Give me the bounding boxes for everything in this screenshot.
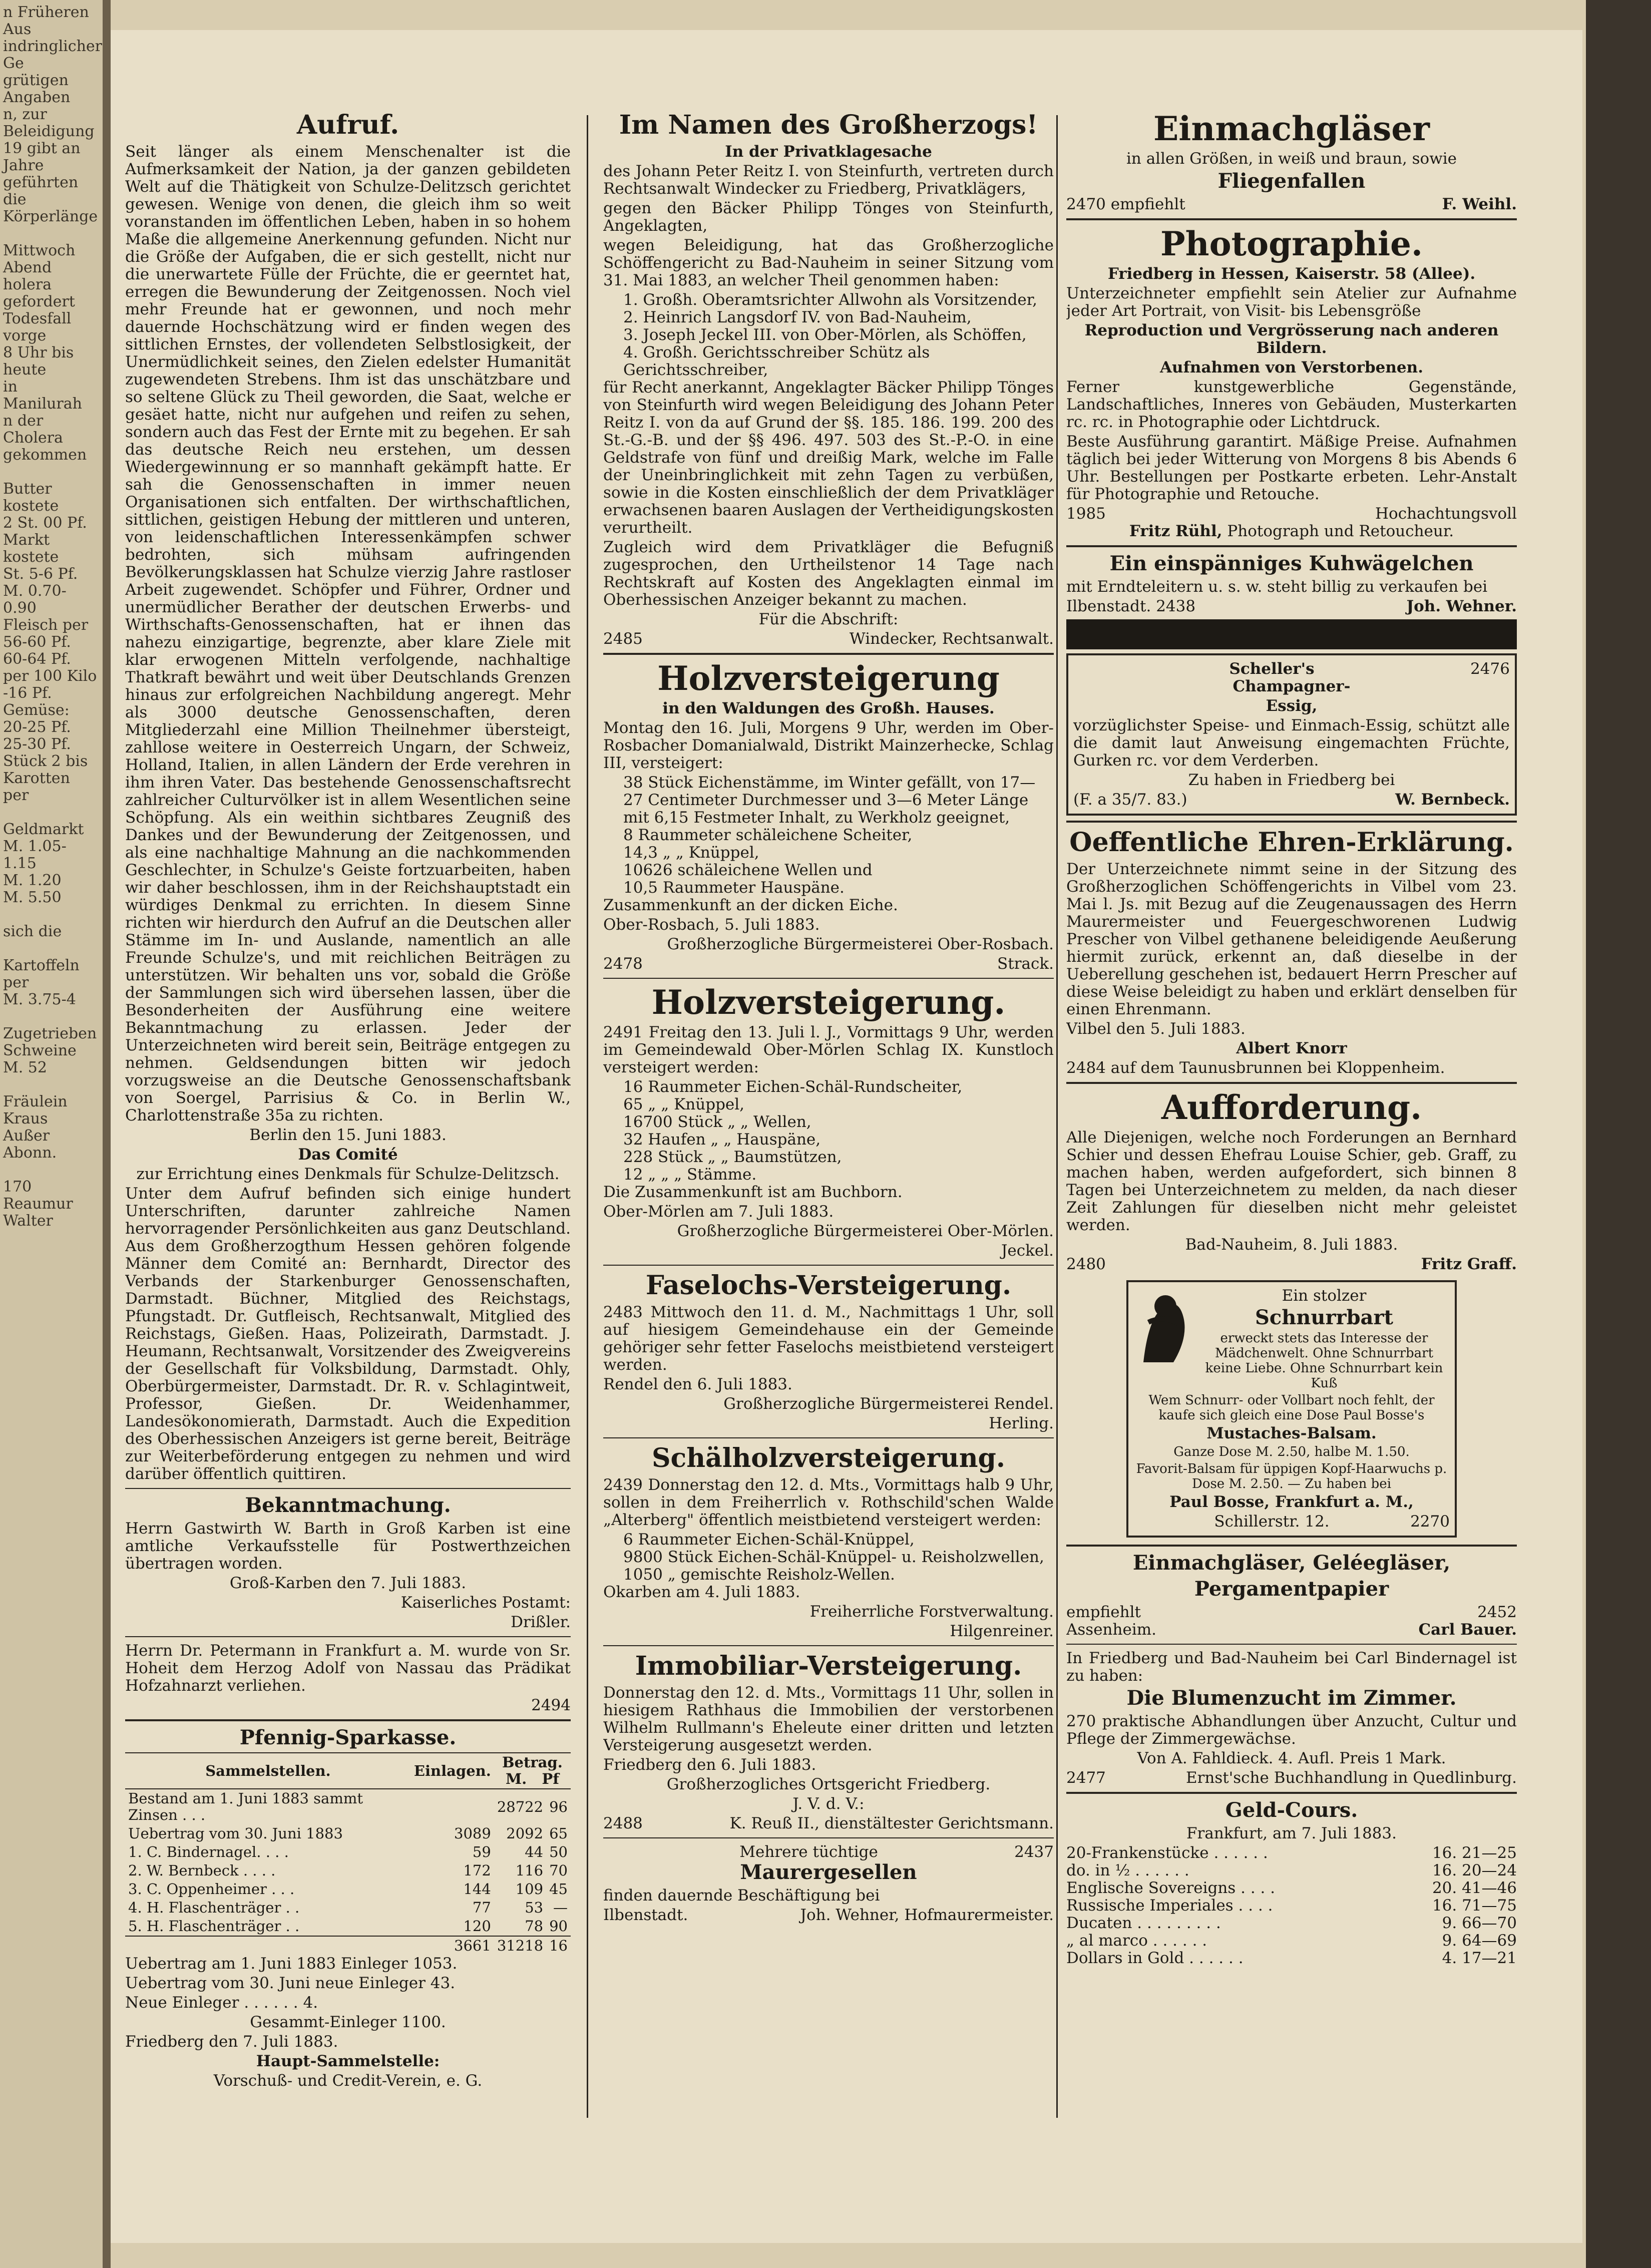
- schnurr-seller: Paul Bosse, Frankfurt a. M.,: [1169, 1493, 1414, 1511]
- list-item: 10,5 Raummeter Hauspäne.: [623, 879, 845, 897]
- kuh-title: Ein einspänniges Kuhwägelchen: [1109, 552, 1474, 575]
- holz1-title: Holzversteigerung: [657, 659, 1000, 698]
- decorative-bar: [1066, 619, 1517, 649]
- schael-text: Donnerstag den 12. d. Mts., Vormittags halb 9 Uhr, sollen in dem Freiherrlich v. Rothschild'schen Walde „Alterberg" öffentlich meistbietend versteigert werden:: [603, 1476, 1054, 1529]
- gelee-title2: Pergamentpapier: [1194, 1577, 1389, 1601]
- sparkasse-note: Uebertrag am 1. Juni 1883 Einleger 1053.: [125, 1955, 458, 1973]
- divider: [603, 1265, 1054, 1266]
- divider: [1066, 1792, 1517, 1794]
- header-einlagen: Einlagen.: [411, 1753, 494, 1789]
- immo-office2: J. V. d. V.:: [792, 1795, 865, 1813]
- table-row: [125, 1789, 571, 1824]
- column-rule: [1056, 115, 1058, 2118]
- ad-number: 2270: [1410, 1513, 1450, 1531]
- court-text: Zugleich wird dem Privatkläger die Befugniß zugesprochen, den Urtheilstenor 14 Tage nach Rechtskraft auf Kosten des Angeklagten einmal im Oberhessischen Anzeiger bekannt zu machen.: [603, 538, 1054, 609]
- divider: [1066, 821, 1517, 823]
- ad-number: 2488: [603, 1814, 643, 1832]
- court-text: wegen Beleidigung, hat das Großherzogliche Schöffengericht zu Bad-Nauheim in seiner Sitzung vom 31. Mai 1883, an welcher Theil genommen haben:: [603, 236, 1054, 289]
- photo-bold: Aufnahmen von Verstorbenen.: [1159, 358, 1423, 376]
- court-members-list: [603, 291, 1054, 379]
- maurer-title: Maurergesellen: [740, 1860, 917, 1884]
- auff-date: Bad-Nauheim, 8. Juli 1883.: [1185, 1236, 1398, 1254]
- header-mark: M.: [506, 1770, 527, 1787]
- list-item: 3. Joseph Jeckel III. von Ober-Mörlen, als Schöffen,: [623, 326, 1027, 344]
- table-row: [125, 1917, 571, 1936]
- maurer-pre: Mehrere tüchtige: [739, 1843, 878, 1861]
- cours-label: Ducaten . . . . . . . . .: [1066, 1914, 1221, 1932]
- divider: [603, 1437, 1054, 1438]
- list-item: 8 Raummeter schäleichene Scheiter,: [623, 826, 913, 844]
- scheller-text: vorzüglichster Speise- und Einmach-Essig, schützt alle die damit laut Anweisung eingemachten Früchte, Gurken rc. vor dem Verderben.: [1073, 716, 1510, 770]
- cours-value: 20. 41—46: [1432, 1879, 1517, 1897]
- divider: [1066, 545, 1517, 547]
- faselochs-office: Großherzogliche Bürgermeisterei Rendel.: [723, 1395, 1054, 1413]
- schael-office: Freiherrliche Forstverwaltung.: [809, 1603, 1054, 1621]
- holz1-subtitle: in den Waldungen des Großh. Hauses.: [662, 699, 995, 717]
- sparkasse-title: Pfennig-Sparkasse.: [239, 1726, 457, 1749]
- list-item: 4. Großh. Gerichtsschreiber Schütz als Gerichtsschreiber,: [623, 343, 930, 379]
- holz1-meet: Zusammenkunft an der dicken Eiche.: [603, 896, 898, 914]
- aufruf-date: Berlin den 15. Juni 1883.: [249, 1126, 447, 1144]
- maurer-place: Ilbenstadt.: [603, 1906, 688, 1924]
- schnurr-extra: Favorit-Balsam für üppigen Kopf-Haarwuchs p. Dose M. 2.50. — Zu haben bei: [1136, 1461, 1447, 1491]
- ad-number: 1985: [1066, 505, 1106, 523]
- row-einlagen: 120: [463, 1918, 491, 1935]
- cours-label: Englische Sovereigns . . . .: [1066, 1879, 1276, 1897]
- divider: [125, 1719, 571, 1721]
- divider: [603, 978, 1054, 979]
- court-notice: [603, 110, 1054, 648]
- list-item: 6 Raummeter Eichen-Schäl-Knüppel,: [623, 1531, 915, 1549]
- maurer-sign: Joh. Wehner, Hofmaurermeister.: [800, 1906, 1054, 1924]
- holz1-notice: [603, 660, 1054, 973]
- table-row: [125, 1824, 571, 1843]
- scheller-where: Zu haben in Friedberg bei: [1188, 771, 1395, 789]
- list-item: 10626 schäleichene Wellen und: [623, 861, 873, 879]
- maurer-text: finden dauernde Beschäftigung bei: [603, 1886, 880, 1905]
- schael-sign: Hilgenreiner.: [950, 1622, 1054, 1640]
- photo-subtitle: Friedberg in Hessen, Kaiserstr. 58 (Allee).: [1107, 265, 1476, 283]
- list-item: [1066, 1897, 1517, 1915]
- schnurr-pre: Ein stolzer: [1282, 1287, 1367, 1305]
- list-item: [1066, 1844, 1517, 1862]
- holz2-date: Ober-Mörlen am 7. Juli 1883.: [603, 1203, 834, 1221]
- ehren-notice: [1066, 828, 1517, 1077]
- photo-bold: Reproduction und Vergrösserung nach anderen Bildern.: [1084, 321, 1499, 357]
- table-row: [125, 1899, 571, 1917]
- column-1: [125, 110, 571, 2133]
- court-sign: Windecker, Rechtsanwalt.: [849, 630, 1054, 648]
- list-item: 32 Haufen „ „ Hauspäne,: [623, 1130, 821, 1149]
- holz1-text: Montag den 16. Juli, Morgens 9 Uhr, werden im Ober-Rosbacher Domanialwald, Distrikt Mainzerhecke, Schlag III, versteigert:: [603, 719, 1054, 772]
- scheller-ref: (F. a 35/7. 83.): [1073, 791, 1187, 809]
- divider: [125, 1488, 571, 1489]
- court-subtitle: In der Privatklagesache: [725, 143, 932, 161]
- list-item: 16 Raummeter Eichen-Schäl-Rundscheiter,: [623, 1078, 963, 1096]
- faselochs-title: Faselochs-Versteigerung.: [645, 1270, 1012, 1301]
- row-pfennig: 16: [549, 1937, 568, 1954]
- court-text: des Johann Peter Reitz I. von Steinfurth, vertreten durch Rechtsanwalt Windecker zu Friedberg, Privatklägers,: [603, 162, 1054, 198]
- petermann-text: Herrn Dr. Petermann in Frankfurt a. M. wurde von Sr. Hoheit dem Herzog Adolf von Nassau das Prädikat Hofzahnarzt verliehen.: [125, 1642, 571, 1695]
- list-item: [1066, 1932, 1517, 1950]
- row-pfennig: 90: [549, 1918, 568, 1935]
- right-page-edge: [1586, 0, 1651, 2268]
- auff-text: Alle Diejenigen, welche noch Forderungen an Bernhard Schier und dessen Ehefrau Louise Schier, geb. Graff, zu machen haben, werden aufgefordert, sich binnen 8 Tagen bei Unterzeichnetem zu melden, da nach dieser Zeit Zahlungen für dieselben nicht mehr geleistet werden.: [1066, 1128, 1517, 1234]
- aufruf-closing: Unter dem Aufruf befinden sich einige hundert Unterschriften, darunter zahlreiche Namen hervorragender Persönlichkeiten aus ganz Deutschland. Aus dem Großherzogthum Hessen gehören folgende Männer dem Comité an: Bernhardt, Director des Verbands der Starkenburger Genossenschaften, Darmstadt. Büchner, Mitglied des Reichstags, Pfungstadt. Dr. Gutfleisch, Rechtsanwalt, Mitglied des Reichstags, Gießen. Haas, Polizeirath, Darmstadt. J. Heumann, Rechtsanwalt, Vorsitzender des Zweigvereins der Gesellschaft für Volksbildung, Darmstadt. Ohly, Oberbürgermeister, Darmstadt. Dr. R. v. Schlagintweit, Professor, Gießen. Dr. Weidenhammer, Landesökonomierath, Darmstadt. Auch die Expedition des Oberhessischen Anzeigers ist gerne bereit, Beiträge zur Weiterbeförderung entgegen zu nehmen und wird darüber öffentlich quittiren.: [125, 1185, 571, 1483]
- sparkasse-footer: Vorschuß- und Credit-Verein, e. G.: [213, 2072, 483, 2090]
- sparkasse-date: Friedberg den 7. Juli 1883.: [125, 2033, 338, 2051]
- photo-sign-sub: Photograph und Retoucheur.: [1227, 522, 1454, 540]
- auff-title: Aufforderung.: [1161, 1088, 1422, 1127]
- holz2-meet: Die Zusammenkunft ist am Buchborn.: [603, 1183, 903, 1201]
- ehren-sign: Albert Knorr: [1236, 1039, 1347, 1057]
- divider: [1066, 218, 1517, 220]
- cours-value: 9. 64—69: [1442, 1932, 1517, 1950]
- divider: [1066, 1644, 1517, 1645]
- divider: [125, 1636, 571, 1637]
- row-einlagen: 144: [463, 1880, 491, 1898]
- auff-notice: [1066, 1089, 1517, 1273]
- ad-number: 2480: [1066, 1255, 1106, 1273]
- schnurr-price: Ganze Dose M. 2.50, halbe M. 1.50.: [1173, 1444, 1410, 1459]
- header-pfennig: Pf: [542, 1770, 559, 1787]
- column-rule: [587, 115, 588, 2118]
- ad-number: 2476: [1470, 660, 1510, 678]
- holz1-office: Großherzogliche Bürgermeisterei Ober-Rosbach.: [667, 935, 1054, 953]
- einmach-title: Einmachgläser: [1153, 110, 1430, 148]
- court-text: für Recht anerkannt, Angeklagter Bäcker Philipp Tönges von Steinfurth wird wegen Beleidigung des Johann Peter Reitz I. von da auf Grund der §§. 185. 186. 199. 200 des St.-G.-B. und der §§ 496. 497. 503 des St.-P.-O. in eine Geldstrafe von fünf und dreißig Mark, welche im Falle der Uneinbringlichkeit mit zehn Tagen zu verbüßen, sowie in die Kosten einschließlich der dem Privatkläger erwachsenen baaren Auslagen der Vertheidigungskosten verurtheilt.: [603, 379, 1054, 537]
- bekanntmachung-text: Herrn Gastwirth W. Barth in Groß Karben ist eine amtliche Verkaufsstelle für Postwerthzeichen übertragen worden.: [125, 1520, 571, 1573]
- row-label: Bestand am 1. Juni 1883 sammt Zinsen . . .: [128, 1790, 363, 1823]
- photo-title: Photographie.: [1160, 224, 1423, 263]
- cours-label: Dollars in Gold . . . . . .: [1066, 1949, 1244, 1967]
- holz2-sign: Jeckel.: [1001, 1242, 1054, 1260]
- holz2-title: Holzversteigerung.: [651, 983, 1006, 1022]
- list-item: [1066, 1862, 1517, 1879]
- row-mark: 78: [525, 1918, 544, 1935]
- ad-number: 2477: [1066, 1769, 1106, 1787]
- row-mark: 28722: [497, 1798, 544, 1815]
- sparkasse-footer: Haupt-Sammelstelle:: [256, 2052, 440, 2070]
- schael-title: Schälholzversteigerung.: [652, 1443, 1005, 1473]
- immo-notice: [603, 1651, 1054, 1832]
- immo-text: Donnerstag den 12. d. Mts., Vormittags 11 Uhr, sollen in hiesigem Rathhaus die Immobilien der verstorbenen Wilhelm Rullmann's Eheleute einer dritten und letzten Versteigerung ausgesetzt werden.: [603, 1684, 1054, 1754]
- schael-date: Okarben am 4. Juli 1883.: [603, 1583, 800, 1601]
- immo-title: Immobiliar-Versteigerung.: [635, 1651, 1022, 1681]
- ad-number: 2437: [1014, 1843, 1054, 1861]
- scheller-title3: Essig,: [1266, 697, 1318, 715]
- kuh-text: mit Erndteleitern u. s. w. steht billig zu verkaufen bei: [1066, 578, 1488, 596]
- list-item: 1. Großh. Oberamtsrichter Allwohn als Vorsitzender,: [623, 291, 1038, 309]
- faselochs-text: Mittwoch den 11. d. M., Nachmittags 1 Uhr, soll auf hiesigem Gemeindehause ein der Gemeinde gehöriger sehr fetter Faselochs meistbietend versteigert werden.: [603, 1303, 1054, 1374]
- cours-value: 16. 71—75: [1432, 1897, 1517, 1915]
- petermann-number: 2494: [531, 1696, 571, 1714]
- list-item: 228 Stück „ „ Baumstützen,: [623, 1148, 842, 1166]
- photo-sign: Fritz Rühl,: [1129, 522, 1222, 540]
- court-text: gegen den Bäcker Philipp Tönges von Steinfurth, Angeklagten,: [603, 199, 1054, 235]
- cours-value: 9. 66—70: [1442, 1914, 1517, 1932]
- ad-number: 2478: [603, 955, 643, 973]
- einmach-recommend: empfiehlt: [1110, 195, 1185, 213]
- row-pfennig: 45: [549, 1880, 568, 1898]
- schnurr-addr: Schillerstr. 12.: [1214, 1513, 1330, 1531]
- ehren-title: Oeffentliche Ehren-Erklärung.: [1069, 827, 1514, 858]
- ad-number: 2439: [603, 1476, 643, 1494]
- list-item: [1066, 1915, 1517, 1932]
- court-copy: Für die Abschrift:: [758, 610, 899, 628]
- divider: [1066, 1082, 1517, 1084]
- list-item: 16700 Stück „ „ Wellen,: [623, 1113, 811, 1131]
- gelee-place: Assenheim.: [1066, 1621, 1156, 1639]
- schnurr-text: erweckt stets das Interesse der Mädchenwelt. Ohne Schnurrbart keine Liebe. Ohne Schnurrbart kein Kuß: [1205, 1331, 1443, 1391]
- scheller-sign: W. Bernbeck.: [1395, 791, 1510, 809]
- table-total-row: [125, 1936, 571, 1955]
- row-einlagen: 3089: [454, 1825, 491, 1842]
- aufruf-body: Seit länger als einem Menschenalter ist die Aufmerksamkeit der Nation, ja der ganzen gebildeten Welt auf die Thätigkeit von Schulze-Delitzsch gerichtet gewesen. Wenige von denen, die gleich ihm so weit voranstanden im öffentlichen Leben, haben in so hohem Maße die allgemeine Anerkennung gefunden. Nicht nur die Größe der Aufgaben, die er sich gestellt, nicht nur die unerwartete Fülle der Früchte, die er geerntet hat, erregen die Bewunderung der Zeitgenossen. Noch viel mehr Freunde hat er gewonnen, und noch mehr dauernde Hochschätzung wird er finden wegen des sittlichen Ernstes, der vollendeten Selbstlosigkeit, der Unermüdlichkeit seines, den Zielen edelster Humanität zugewendeten Strebens. Ihm ist das unschätzbare und so seltene Glück zu Theil geworden, die Saat, welche er gesäet hatte, nicht nur aufgehen und reifen zu sehen, sondern auch das Fest der Ernte mit zu begehen. Er sah das deutsche Reich neu erstehen, um dessen Wiedergewinnung er so mannhaft gekämpft hatte. Er sah die Genossenschaften in immer neuen Organisationen sich entfalten. Der wirthschaftlichen, sittlichen, geistigen Hebung der mittleren und unteren, von leidenschaftlichen Interessenkämpfen schwer bedrohten, sich mühsam aufringenden Bevölkerungsklassen hat Schulze vierzig Jahre rastloser Arbeit zugewendet. Schöpfer und Führer, Ordner und unermüdlicher Berather der deutschen Erwerbs- und Wirthschafts-Genossenschaften, hat er ihnen das nahezu einzigartige, begrenzte, aber klare Ziele mit klar erwogenen Mitteln verfolgende, nachhaltige Thatkraft bewährt und weit über Deutschlands Grenzen hinaus zur erfolgreichen Nachbildung angeregt. Mehr als 3000 deutsche Genossenschaften, deren Mitgliederzahl eine Million Theilnehmer übersteigt, zahllose weitere in Oesterreich Ungarn, der Schweiz, Holland, Italien, in allen Ländern der Erde verehren in ihm ihren Vater. Das bestehende Genossenschaftsrecht zahlreicher Culturvölker ist in allem Wesentlichen seine Schöpfung. Als ein weithin sichtbares Zeugniß des Dankes und der Bewunderung der Zeitgenossen, und als eine nachhaltige Mahnung an die nachkommenden Geschlechter, in Schulze's Geiste fortzuarbeiten, haben wir daher beschlossen, ihm in der Reichshauptstadt ein würdiges Denkmal zu errichten. In diesem Sinne richten wir hierdurch den Aufruf an die Deutschen aller Stämme im In- und Auslande, namentlich an alle Freunde Schulze's, und mit reichlichen Beiträgen zu unterstützen. Wir behalten uns vor, sobald die Größe der Sammlungen sich wird übersehen lassen, über die Besonderheiten der Ausführung eine weitere Bekanntmachung zu erlassen. Jeder der Unterzeichneten wird bereit sein, Beiträge entgegen zu nehmen. Geldsendungen bitten wir jedoch vorzugsweise an die Deutsche Genossenschaftsbank von Soergel, Parrisius & Co. in Berlin W., Charlottenstraße 35a zu richten.: [125, 143, 571, 1124]
- row-label: 5. H. Flaschenträger . .: [128, 1918, 300, 1935]
- schnurr-product: Mustaches-Balsam.: [1206, 1424, 1377, 1442]
- header-betrag-label: Betrag.: [502, 1754, 563, 1771]
- list-item: 14,3 „ „ Knüppel,: [623, 844, 759, 862]
- row-pfennig: 50: [549, 1843, 568, 1860]
- row-mark: 2092: [506, 1825, 544, 1842]
- row-label: [125, 1936, 411, 1955]
- sparkasse-notice: [125, 1726, 571, 2090]
- table-row: [125, 1861, 571, 1880]
- list-item: 1050 „ gemischte Reisholz-Wellen.: [623, 1566, 895, 1584]
- gelee-ad: [1066, 1552, 1517, 1639]
- cours-label: „ al marco . . . . . .: [1066, 1932, 1207, 1950]
- blumen-text: 270 praktische Abhandlungen über Anzucht, Cultur und Pflege der Zimmergewächse.: [1066, 1712, 1517, 1748]
- divider: [603, 1837, 1054, 1838]
- bekanntmachung-date: Groß-Karben den 7. Juli 1883.: [229, 1574, 467, 1592]
- cours-title: Geld-Cours.: [1225, 1798, 1358, 1822]
- column-2: [603, 110, 1054, 2133]
- blumen-author: Von A. Fahldieck. 4. Aufl. Preis 1 Mark.: [1137, 1749, 1446, 1767]
- row-einlagen: 77: [472, 1899, 491, 1916]
- kuh-sign: Joh. Wehner.: [1406, 597, 1517, 615]
- court-title: Im Namen des Großherzogs!: [619, 110, 1038, 140]
- row-einlagen: 3661: [454, 1937, 491, 1954]
- ad-number: 2484: [1066, 1059, 1106, 1077]
- blumen-title: Die Blumenzucht im Zimmer.: [1126, 1686, 1457, 1710]
- row-mark: 116: [515, 1862, 544, 1879]
- petermann-notice: [125, 1642, 571, 1714]
- ad-number: 2485: [603, 630, 643, 648]
- gelee-recommend: empfiehlt: [1066, 1603, 1141, 1621]
- list-item: [1066, 1950, 1517, 1967]
- photo-greet: Hochachtungsvoll: [1375, 505, 1517, 523]
- bekanntmachung-office: Kaiserliches Postamt:: [400, 1594, 571, 1612]
- ehren-text: Der Unterzeichnete nimmt seine in der Sitzung des Großherzoglichen Schöffengerichts in Vilbel vom 23. Mai l. Js. mit Bezug auf die Zeugenaussagen des Herrn Maurermeister und Feuergeschworenen Ludwig Prescher von Vilbel gethanene beleidigende Aeußerung hiermit zurück, erkennt an, daß dieselbe in der Ueberellung geschehen ist, bedauert Herrn Prescher auf diese Weise beleidigt zu haben und erklärt denselben für einen Ehrenmann.: [1066, 860, 1517, 1018]
- scheller-ad: [1066, 653, 1517, 816]
- divider: [1066, 1545, 1517, 1547]
- holz1-date: Ober-Rosbach, 5. Juli 1883.: [603, 916, 820, 934]
- mustache-man-illustration: [1133, 1287, 1193, 1367]
- cours-label: do. in ½ . . . . . .: [1066, 1861, 1189, 1879]
- aufruf-committee: Das Comité: [298, 1146, 398, 1164]
- einmach-text: in allen Größen, in weiß und braun, sowie: [1126, 150, 1457, 168]
- row-label: 2. W. Bernbeck . . . .: [128, 1862, 276, 1879]
- cours-value: 16. 21—25: [1432, 1844, 1517, 1862]
- gelee-sign: Carl Bauer.: [1418, 1621, 1517, 1639]
- sparkasse-table: [125, 1752, 571, 1955]
- ad-number: 2483: [603, 1303, 643, 1321]
- ad-number: 2470: [1066, 195, 1106, 213]
- immo-sign: K. Reuß II., dienstältester Gerichtsmann.: [729, 1814, 1054, 1832]
- ehren-date: Vilbel den 5. Juli 1883.: [1066, 1020, 1246, 1038]
- column-3: [1066, 110, 1517, 2133]
- bekanntmachung-notice: [125, 1494, 571, 1631]
- row-label: Uebertrag vom 30. Juni 1883: [128, 1825, 343, 1842]
- blumen-pre: In Friedberg und Bad-Nauheim bei Carl Bindernagel ist zu haben:: [1066, 1649, 1517, 1685]
- auff-sign: Fritz Graff.: [1421, 1255, 1517, 1273]
- scheller-title: Scheller's: [1229, 660, 1315, 678]
- blumen-ad: [1066, 1650, 1517, 1787]
- row-label: 1. C. Bindernagel. . . .: [128, 1843, 289, 1860]
- photo-ad: [1066, 225, 1517, 540]
- row-label: 4. H. Flaschenträger . .: [128, 1899, 300, 1916]
- sparkasse-note: Gesammt-Einleger 1100.: [250, 2013, 446, 2031]
- adjacent-page-edge: [0, 0, 103, 2268]
- cours-label: Russische Imperiales . . . .: [1066, 1897, 1273, 1915]
- sparkasse-note: Uebertrag vom 30. Juni neue Einleger 43.: [125, 1974, 456, 1992]
- header-betrag: [494, 1753, 571, 1789]
- einmach-ad: [1066, 110, 1517, 213]
- faselochs-notice: [603, 1271, 1054, 1432]
- book-spine: [103, 0, 111, 2268]
- blumen-publisher: Ernst'sche Buchhandlung in Quedlinburg.: [1185, 1769, 1517, 1787]
- einmach-title2: Fliegenfallen: [1217, 169, 1366, 193]
- faselochs-sign: Herling.: [989, 1414, 1054, 1432]
- list-item: 65 „ „ Knüppel,: [623, 1095, 745, 1113]
- ad-number: 2491: [603, 1023, 643, 1041]
- faselochs-date: Rendel den 6. Juli 1883.: [603, 1375, 792, 1393]
- list-item: 12 „ „ „ Stämme.: [623, 1166, 757, 1184]
- immo-office: Großherzogliches Ortsgericht Friedberg.: [666, 1775, 991, 1793]
- list-item: 38 Stück Eichenstämme, im Winter gefällt, von 17—27 Centimeter Durchmesser und 3—6 Meter Länge mit 6,15 Festmeter Inhalt, zu Werkholz geeignet,: [623, 774, 1036, 827]
- header-sammelstellen: Sammelstellen.: [125, 1753, 411, 1789]
- row-pfennig: 70: [549, 1862, 568, 1879]
- divider: [603, 1645, 1054, 1646]
- schnurr-title: Schnurrbart: [1255, 1306, 1394, 1329]
- holz1-sign: Strack.: [997, 955, 1054, 973]
- bekanntmachung-name: Drißler.: [511, 1613, 571, 1631]
- holz2-items: [603, 1078, 1054, 1184]
- row-pfennig: —: [553, 1899, 568, 1916]
- aufruf-title: Aufruf.: [296, 110, 399, 140]
- sparkasse-note: Neue Einleger . . . . . . 4.: [125, 1994, 318, 2012]
- table-row: [125, 1880, 571, 1899]
- holz2-text: Freitag den 13. Juli l. J., Vormittags 9 Uhr, werden im Gemeindewald Ober-Mörlen Schlag IX. Kunstloch versteigert werden:: [603, 1023, 1054, 1076]
- schnurr-text: Wem Schnurr- oder Vollbart noch fehlt, der kaufe sich gleich eine Dose Paul Bosse's: [1148, 1393, 1435, 1423]
- adjacent-page-text: n Früheren Aus indringlicher Ge grütigen Angaben n, zur Beleidigung 19 gibt an Jahre geführten die Körperlänge Mittwoch Abend holera gefordert Todesfall vorge 8 Uhr bis heute in Manilurah n der Cholera gekommen Butter kostete 2 St. 00 Pf. Markt kostete St. 5-6 Pf. M. 0.70-0.90 Fleisch per 56-60 Pf. 60-64 Pf. per 100 Kilo -16 Pf. Gemüse: 20-25 Pf. 25-30 Pf. Stück 2 bis Karotten per Geldmarkt M. 1.05-1.15 M. 1.20 M. 5.50 sich die Kartoffeln per M. 3.75-4 Zugetrieben Schweine M. 52 Fräulein Kraus Außer Abonn. 170 Reaumur Walter: [3, 4, 102, 1230]
- schnurrbart-ad: [1126, 1280, 1457, 1538]
- immo-date: Friedberg den 6. Juli 1883.: [603, 1756, 816, 1774]
- gelee-title: Einmachgläser, Geléegläser,: [1132, 1551, 1451, 1575]
- ad-number: 2452: [1477, 1603, 1517, 1621]
- cours-value: 4. 17—21: [1442, 1949, 1517, 1967]
- table-row: [125, 1843, 571, 1861]
- holz1-items: [603, 774, 1054, 897]
- row-mark: 44: [525, 1843, 544, 1860]
- list-item: [1066, 1879, 1517, 1897]
- schael-items: [603, 1531, 1054, 1584]
- scheller-title2: Champagner-: [1232, 677, 1351, 695]
- row-pfennig: 96: [549, 1798, 568, 1815]
- holz2-office: Großherzogliche Bürgermeisterei Ober-Mörlen.: [677, 1222, 1054, 1240]
- maurer-ad: [603, 1843, 1054, 1924]
- divider: [603, 653, 1054, 655]
- kuh-ad: [1066, 552, 1517, 615]
- row-mark: 53: [525, 1899, 544, 1916]
- kuh-place: Ilbenstadt.: [1066, 597, 1151, 615]
- table-header-row: [125, 1753, 571, 1789]
- cours-value: 16. 20—24: [1432, 1861, 1517, 1879]
- cours-date: Frankfurt, am 7. Juli 1883.: [1186, 1824, 1397, 1842]
- photo-text: Unterzeichneter empfiehlt sein Atelier zur Aufnahme jeder Art Portrait, von Visit- bis Lebensgröße: [1066, 284, 1517, 320]
- row-mark: 31218: [497, 1937, 544, 1954]
- row-pfennig: 65: [549, 1825, 568, 1842]
- cours-label: 20-Frankenstücke . . . . . .: [1066, 1844, 1268, 1862]
- row-einlagen: 172: [463, 1862, 491, 1879]
- aufruf-committee-sub: zur Errichtung eines Denkmals für Schulze-Delitzsch.: [136, 1165, 560, 1183]
- photo-text: Beste Ausführung garantirt. Mäßige Preise. Aufnahmen täglich bei jeder Witterung von Morgens 8 bis Abends 6 Uhr. Bestellungen per Postkarte erbeten. Lehr-Anstalt für Photographie und Retouche.: [1066, 433, 1517, 503]
- bekanntmachung-title: Bekanntmachung.: [245, 1493, 451, 1517]
- ehren-place: auf dem Taunusbrunnen bei Kloppenheim.: [1110, 1059, 1445, 1077]
- aufruf-notice: [125, 110, 571, 1483]
- row-label: 3. C. Oppenheimer . . .: [128, 1880, 295, 1898]
- list-item: 2. Heinrich Langsdorf IV. von Bad-Nauheim,: [623, 308, 972, 326]
- row-mark: 109: [515, 1880, 544, 1898]
- list-item: 9800 Stück Eichen-Schäl-Knüppel- u. Reisholzwellen,: [623, 1548, 1044, 1566]
- holz2-notice: [603, 984, 1054, 1260]
- einmach-sign: F. Weihl.: [1442, 195, 1517, 213]
- geld-cours: [1066, 1799, 1517, 1967]
- ad-number: 2438: [1156, 597, 1196, 615]
- schael-notice: [603, 1443, 1054, 1640]
- row-einlagen: 59: [472, 1843, 491, 1860]
- row-einlagen: [411, 1789, 494, 1824]
- photo-text: Ferner kunstgewerbliche Gegenstände, Landschaftliches, Inneres von Gebäuden, Musterkarten rc. rc. in Photographie oder Lichtdruck.: [1066, 378, 1517, 431]
